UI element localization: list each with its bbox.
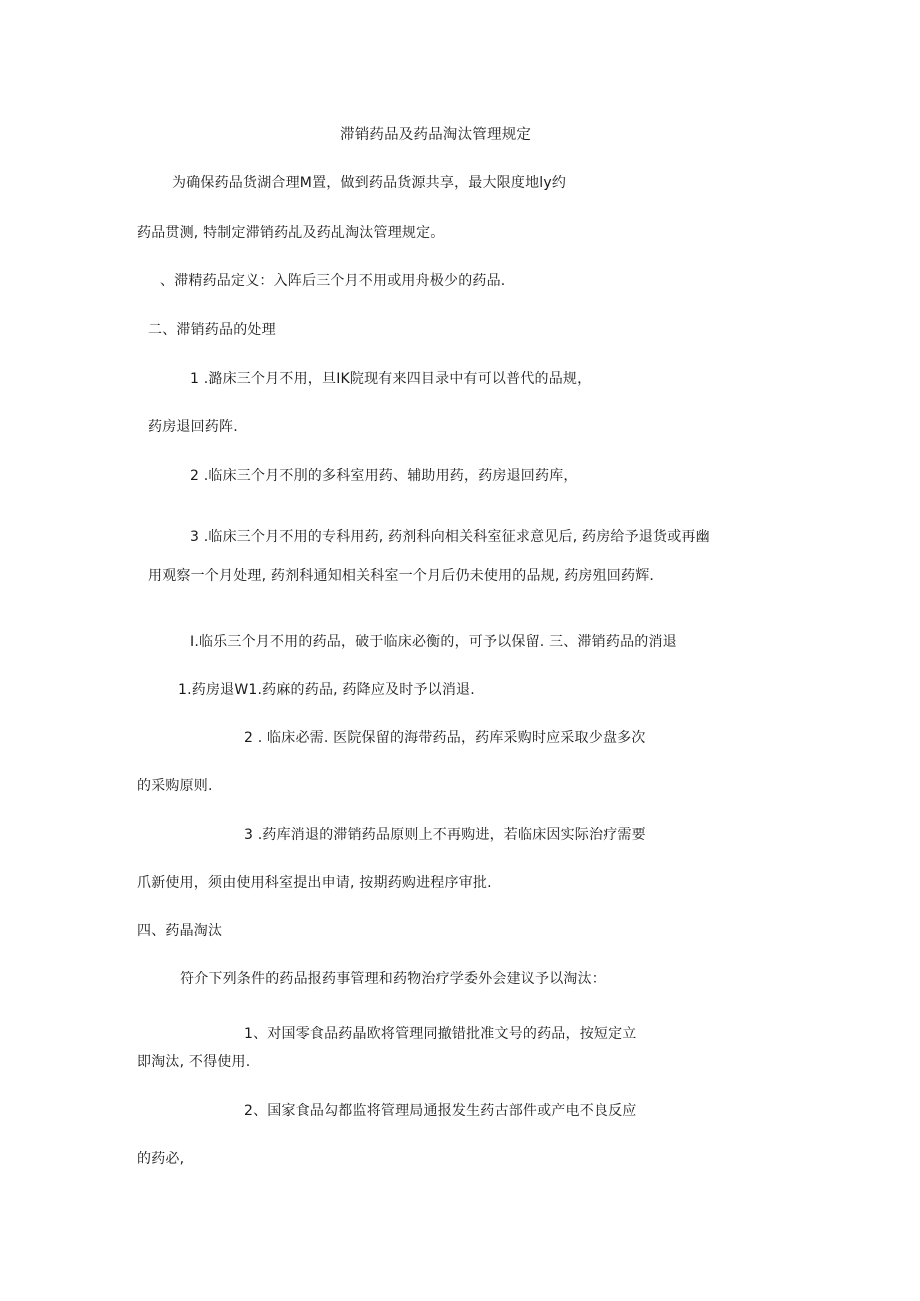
paragraph-line: 符介下列条件的药品报药事管理和药物治疗学委外会建议予以淘汰：	[180, 971, 606, 987]
document-title: 滞销药品及药品淘汰管理规定	[340, 127, 532, 143]
list-item: 2 .临床三个月不刖的多科室用药、辅助用药，药房退回药库，	[190, 468, 578, 484]
list-item: 2、国家食品勾都监将管理局通报发生药古部件或产电不良反应	[244, 1103, 637, 1119]
section-heading: 二、滞销药品的处理	[148, 322, 276, 338]
list-item: 3 .临床三个月不用的专科用药, 药剂科向相关科室征求意见后, 药房给予退货或再幽	[190, 529, 710, 545]
paragraph-line: 的药必,	[137, 1151, 185, 1167]
paragraph-line: 爪新使用，须由使用科室提出申请, 按期药购进程序审批.	[137, 875, 492, 891]
list-item: 1 .潞床三个月不用，旦IK院现有来四目录中有可以普代的品规，	[190, 371, 592, 387]
paragraph-line: 用观察一个月处理, 药剂科通知相关科室一个月后仍未使用的品规, 药房殂回药辉.	[148, 568, 655, 584]
list-item: 1.药房退W1.药麻的药品, 药降应及时予以消退.	[178, 682, 475, 698]
paragraph-line: 为确保药品货湖合理M置，做到药品货源共享，最大限度地ly约	[172, 175, 567, 191]
list-item: 2 . 临床必需. 医院保留的海带药品，药库采购时应采取少盘多次	[244, 730, 646, 746]
paragraph-line: 药房退回药阵.	[148, 419, 238, 435]
paragraph-line: 的采购原则.	[137, 778, 213, 794]
list-item: 1、对国零食品药晶欧将管理同撤错批准文号的药品，按短定立	[244, 1026, 637, 1042]
list-item: 3 .药库消退的滞销药品原则上不再购进，若临床因实际治疗需要	[244, 827, 646, 843]
paragraph-line: 药品贯测, 特制定滞销药乩及药乩淘汰管理规定。	[137, 225, 445, 241]
list-item: I.临乐三个月不用的药品，破于临床必衡的，可予以保留. 三、滞销药品的消退	[190, 634, 677, 650]
paragraph-line: 即淘汰, 不得使用.	[137, 1054, 251, 1070]
section-heading: 四、药晶淘汰	[137, 923, 223, 939]
section-heading: 、滞精药品定义：入阵后三个月不用或用舟极少的药品.	[160, 273, 506, 289]
